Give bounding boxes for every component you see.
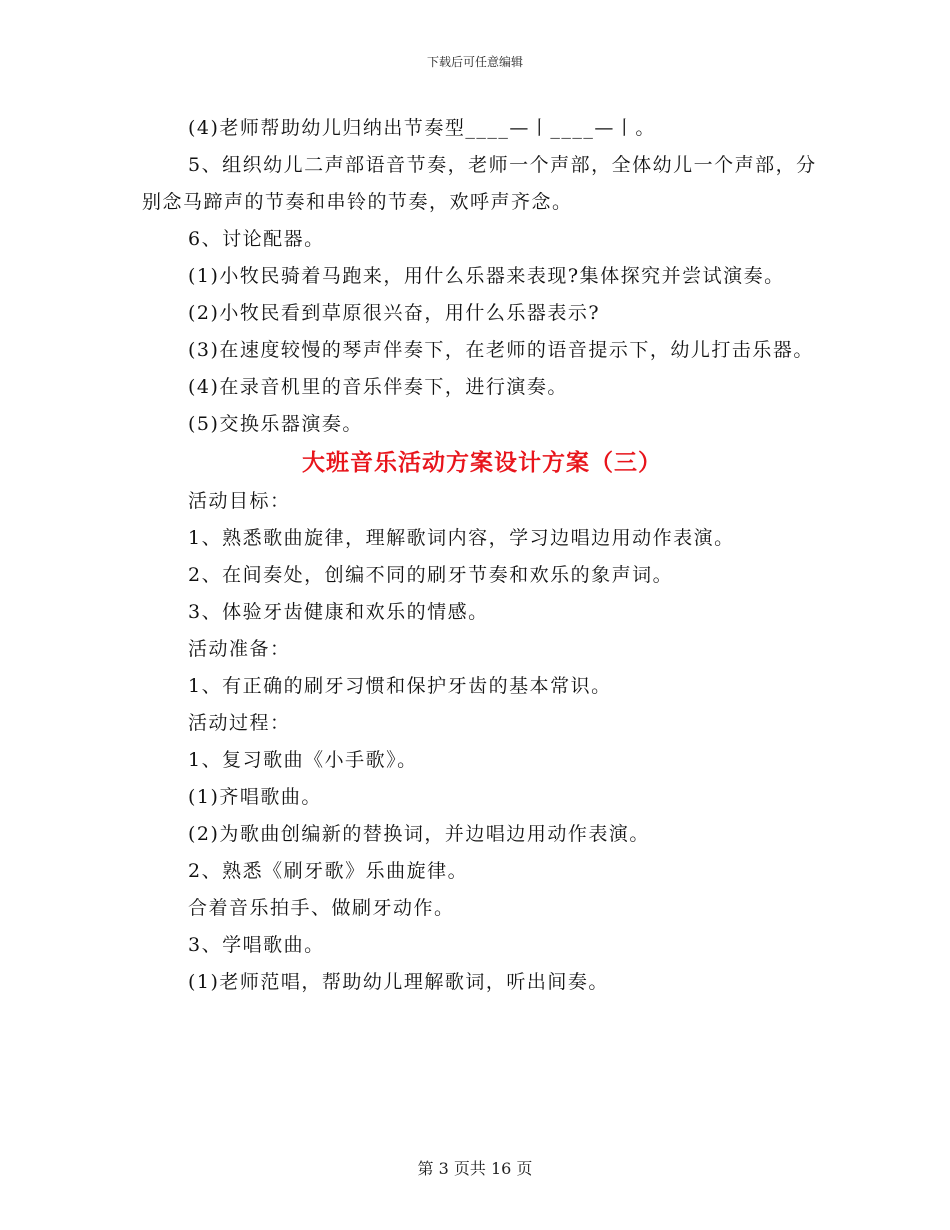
paragraph: 3、学唱歌曲。 (188, 934, 325, 956)
paragraph: (4)在录音机里的音乐伴奏下，进行演奏。 (188, 376, 568, 398)
paragraph: (5)交换乐器演奏。 (188, 413, 363, 435)
section-label: 活动准备： (188, 638, 291, 660)
paragraph: (1)齐唱歌曲。 (188, 786, 322, 808)
paragraph: 3、体验牙齿健康和欢乐的情感。 (188, 601, 489, 623)
page-footer: 第 3 页共 16 页 (417, 1159, 533, 1178)
paragraph: (3)在速度较慢的琴声伴奏下，在老师的语音提示下，幼儿打击乐器。 (188, 339, 814, 361)
paragraph: (4)老师帮助幼儿归纳出节奏型____—丨____—丨。 (188, 117, 656, 139)
paragraph: 2、熟悉《刷牙歌》乐曲旋律。 (188, 860, 469, 882)
paragraph: 6、讨论配器。 (188, 228, 325, 250)
section-title: 大班音乐活动方案设计方案（三） (302, 449, 662, 476)
section-label: 活动过程： (188, 712, 291, 734)
section-label: 活动目标： (188, 490, 291, 512)
paragraph: (2)小牧民看到草原很兴奋，用什么乐器表示? (188, 302, 601, 324)
document-body (142, 110, 822, 1001)
paragraph: 1、熟悉歌曲旋律，理解歌词内容，学习边唱边用动作表演。 (188, 527, 735, 549)
paragraph: (1)小牧民骑着马跑来，用什么乐器来表现?集体探究并尝试演奏。 (188, 265, 785, 287)
paragraph: 1、有正确的刷牙习惯和保护牙齿的基本常识。 (188, 675, 612, 697)
paragraph: 2、在间奏处，创编不同的刷牙节奏和欢乐的象声词。 (188, 564, 674, 586)
paragraph: 1、复习歌曲《小手歌》。 (188, 749, 418, 771)
page-header: 下载后可任意编辑 (426, 55, 523, 69)
paragraph: (1)老师范唱，帮助幼儿理解歌词，听出间奏。 (188, 971, 609, 993)
paragraph: 合着音乐拍手、做刷牙动作。 (188, 897, 455, 919)
paragraph: (2)为歌曲创编新的替换词，并边唱边用动作表演。 (188, 823, 650, 845)
paragraph: 5、组织幼儿二声部语音节奏，老师一个声部，全体幼儿一个声部，分别念马蹄声的节奏和串铃的节奏，欢呼声齐念。 (142, 154, 817, 213)
